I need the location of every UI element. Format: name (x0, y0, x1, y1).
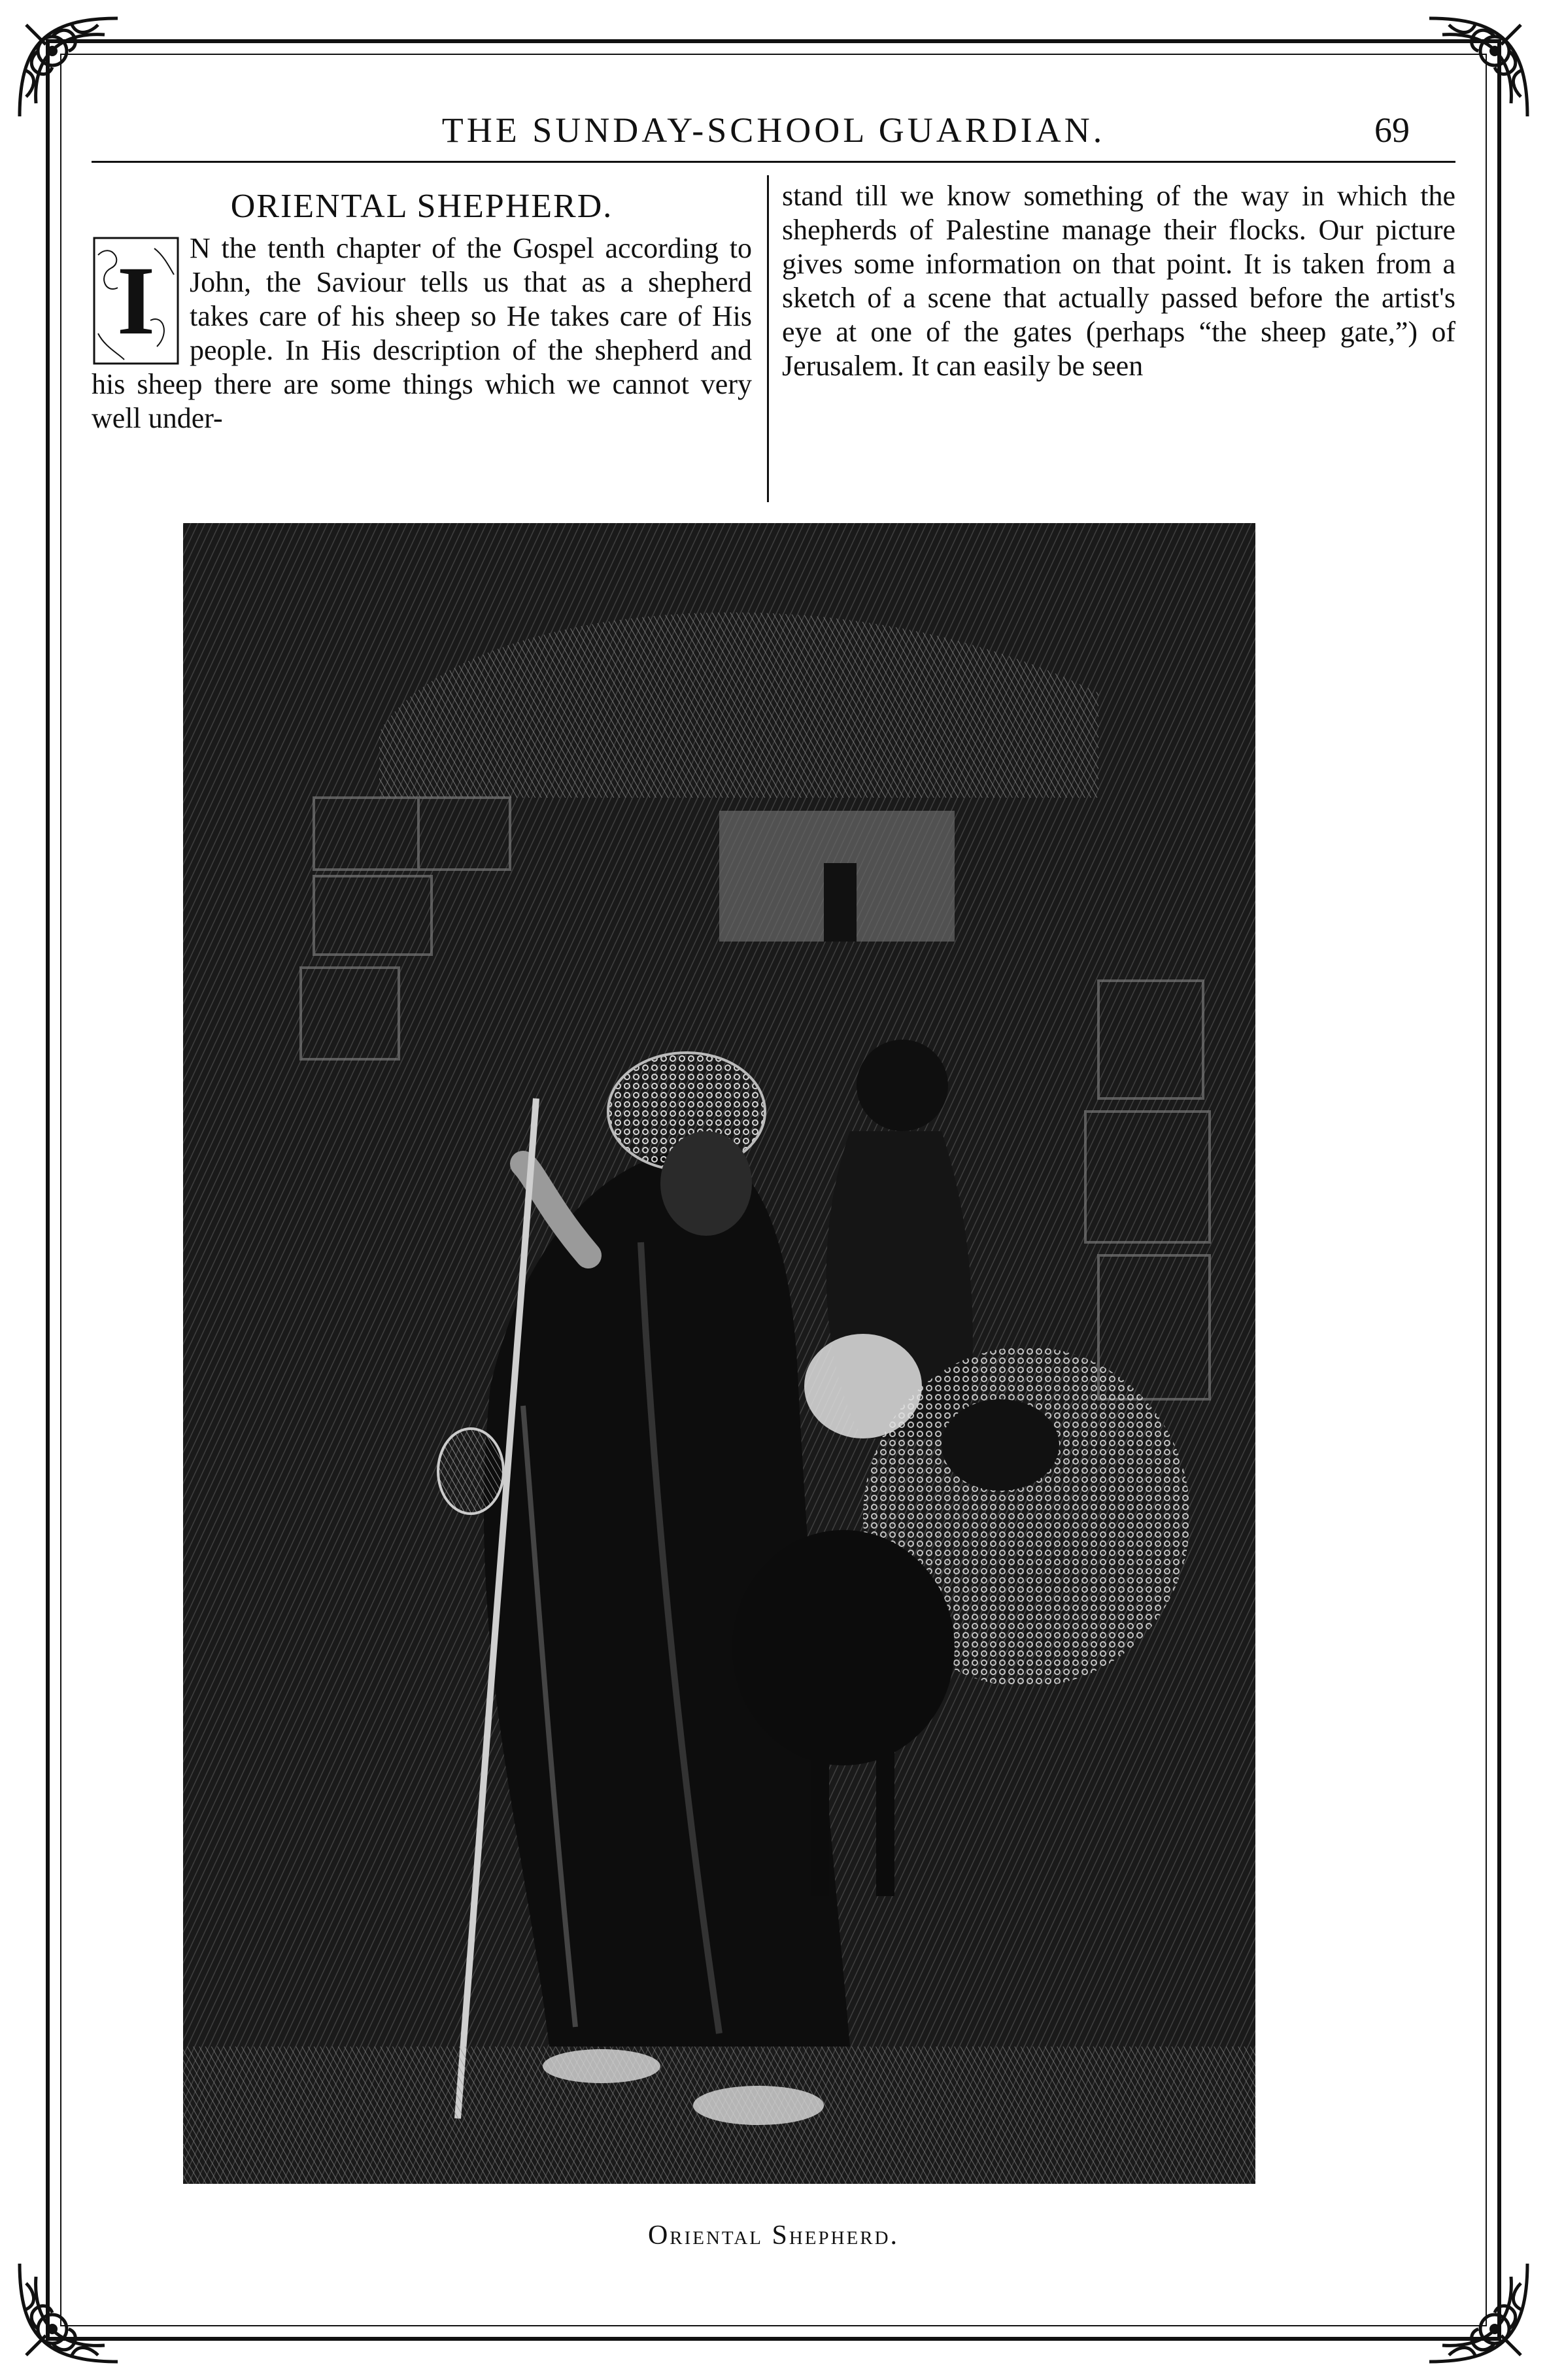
article-paragraph (92, 231, 752, 435)
journal-title: THE SUNDAY-SCHOOL GUARDIAN. (441, 110, 1106, 150)
header-rule (92, 161, 1455, 163)
left-column-text: N the tenth chapter of the Gospel according to John, the Saviour tells us that as a shepherd takes care of his sheep so He takes care of His people. In His description of the shepherd and his sheep there are some things which we cannot very well under- (92, 232, 752, 434)
figure-caption: Oriental Shepherd. (647, 2220, 900, 2251)
corner-ornament-icon (1416, 2251, 1540, 2375)
drop-cap-ornament-icon (92, 235, 180, 366)
article-title: ORIENTAL SHEPHERD. (230, 188, 613, 225)
corner-ornament-icon (7, 2251, 131, 2375)
drop-cap-letter: I (116, 246, 156, 355)
column-divider (767, 175, 769, 502)
corner-ornament-icon (7, 5, 131, 129)
left-column (92, 177, 752, 435)
shepherd-engraving (183, 523, 1255, 2184)
right-column (782, 177, 1455, 383)
running-head (131, 98, 1416, 157)
page-number: 69 (1374, 110, 1410, 150)
right-column-text: stand till we know something of the way in which the shepherds of Palestine manage their flocks. Our picture gives some information on that point. It is taken from a sketch of a scene that actually passed before the artist's eye at one of the gates (perhaps “the sheep gate,”) of Jerusalem. It can easily be seen (782, 180, 1455, 382)
corner-ornament-icon (1416, 5, 1540, 129)
